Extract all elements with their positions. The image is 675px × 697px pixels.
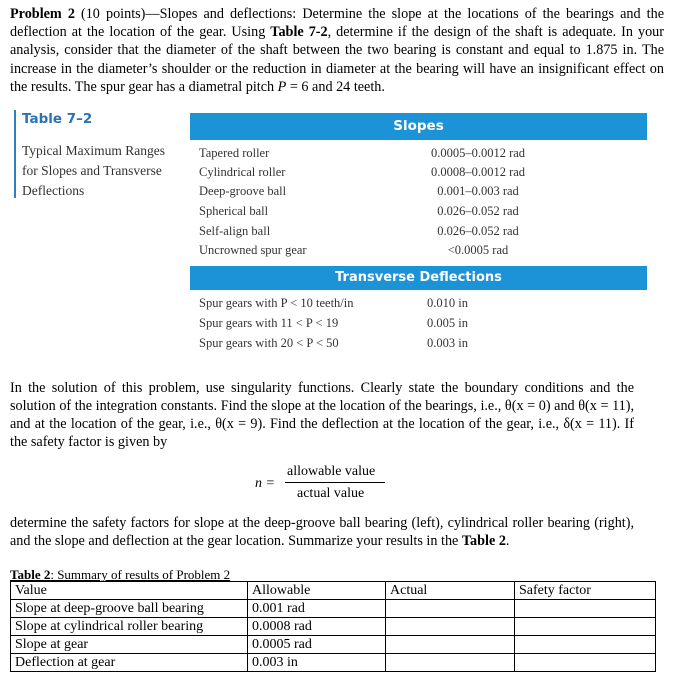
safety-factor-cell[interactable] xyxy=(515,654,656,672)
slope-value: 0.026–0.052 rad xyxy=(437,204,519,218)
slope-item: Cylindrical roller xyxy=(199,165,286,179)
formula-lhs: n = xyxy=(255,476,275,491)
deflection-value: 0.003 in xyxy=(427,336,468,350)
deflection-row xyxy=(199,333,549,353)
deflection-value: 0.005 in xyxy=(427,316,468,330)
problem-text-1: Determine the slope at the locations of the bearings and the deflection at the location of the gear. Using xyxy=(10,6,665,41)
table-row xyxy=(11,636,656,654)
header-cell: Allowable xyxy=(248,582,386,600)
slope-row xyxy=(199,143,549,163)
slope-item: Uncrowned spur gear xyxy=(199,243,307,257)
deflection-item: Spur gears with P < 10 teeth/in xyxy=(199,296,354,310)
summary-end: . xyxy=(505,533,510,549)
header-cell: Actual xyxy=(386,582,515,600)
slope-value: 0.0008–0.0012 rad xyxy=(430,165,526,179)
slope-item: Self-align ball xyxy=(199,224,271,238)
problem-label: Problem 2 xyxy=(10,6,75,22)
slope-item: Deep-groove ball xyxy=(199,184,287,198)
safety-factor-cell[interactable] xyxy=(515,600,656,618)
slope-value: <0.0005 rad xyxy=(447,243,509,257)
table-2-caption-label: Table 2 xyxy=(10,567,51,582)
table-row xyxy=(11,654,656,672)
results-table xyxy=(10,581,656,672)
value-cell: Deflection at gear xyxy=(11,654,248,672)
safety-factor-cell[interactable] xyxy=(515,636,656,654)
table-7-2-caption: Typical Maximum Ranges for Slopes and Transverse Deflections xyxy=(22,143,166,198)
slope-row xyxy=(199,221,549,241)
value-cell: Slope at deep-groove ball bearing xyxy=(11,600,248,618)
deflection-value: 0.010 in xyxy=(427,296,468,310)
allowable-cell: 0.001 rad xyxy=(248,600,386,618)
problem-title: —Slopes and deflections: xyxy=(145,6,303,22)
formula-numerator: allowable value xyxy=(287,464,376,479)
header-cell: Safety factor xyxy=(515,582,656,600)
instructions-paragraph: In the solution of this problem, use singularity functions. Clearly state the boundary conditions and the solution of the integration constants. Find the slope at the location of the bearings, i.e., θ(x = 0) and θ(x = 11), and at the location of the gear, i.e., θ(x = 9). Find the deflection at the location of the gear, i.e., δ(x = 11). If the safety factor is given by xyxy=(10,380,634,450)
safety-factor-cell[interactable] xyxy=(515,618,656,636)
allowable-cell: 0.0008 rad xyxy=(248,618,386,636)
table-row xyxy=(11,600,656,618)
actual-cell[interactable] xyxy=(386,636,515,654)
table-2-reference: Table 2 xyxy=(461,533,506,549)
slopes-header: Slopes xyxy=(190,113,647,140)
transverse-deflections-header: Transverse Deflections xyxy=(190,266,647,290)
deflection-row xyxy=(199,293,549,313)
slope-item: Tapered roller xyxy=(199,146,270,160)
problem-points: (10 points) xyxy=(74,6,146,22)
slope-value: 0.0005–0.0012 rad xyxy=(430,146,526,160)
slope-value: 0.026–0.052 rad xyxy=(437,224,519,238)
problem-text-2: , determine if the design of the shaft is adequate. In your analysis, consider that the diameter of the shaft between the two bearing is constant and equal to 1.875 in. The increase in the diameter’s shoulder or the reduction in diameter at the bearing will have an insignificant effect on the results. The spur gear has a diametral pitch xyxy=(10,24,664,95)
problem-statement xyxy=(10,5,664,96)
summary-instructions xyxy=(10,514,634,550)
formula-denominator: actual value xyxy=(297,486,365,501)
slope-row xyxy=(199,201,549,221)
actual-cell[interactable] xyxy=(386,600,515,618)
deflection-item: Spur gears with 11 < P < 19 xyxy=(199,316,339,330)
table-7-2-reference: Table 7-2 xyxy=(270,24,328,41)
fraction-bar xyxy=(285,482,385,483)
table-7-2-title: Table 7–2 xyxy=(22,111,93,127)
slope-value: 0.001–0.003 rad xyxy=(437,184,519,198)
table-7-2-accent-bar xyxy=(14,110,16,198)
slope-row xyxy=(199,240,549,260)
slope-item: Spherical ball xyxy=(199,204,269,218)
summary-text: determine the safety factors for slope at the deep-groove ball bearing (left), cylindrical roller bearing (right), and the slope and deflection at the gear location. Summarize your results in the xyxy=(10,515,634,549)
deflection-item: Spur gears with 20 < P < 50 xyxy=(199,336,339,350)
header-cell: Value xyxy=(11,582,248,600)
allowable-cell: 0.003 in xyxy=(248,654,386,672)
value-cell: Slope at gear xyxy=(11,636,248,654)
actual-cell[interactable] xyxy=(386,618,515,636)
slope-row xyxy=(199,162,549,182)
actual-cell[interactable] xyxy=(386,654,515,672)
slope-row xyxy=(199,181,549,201)
table-row xyxy=(11,618,656,636)
problem-text-3: = 6 and 24 teeth. xyxy=(286,78,385,95)
value-cell: Slope at cylindrical roller bearing xyxy=(11,618,248,636)
pitch-variable: P xyxy=(277,78,287,95)
deflection-row xyxy=(199,313,549,333)
table-header-row xyxy=(11,582,656,600)
table-2-caption-text: : Summary of results of Problem 2 xyxy=(50,567,231,582)
allowable-cell: 0.0005 rad xyxy=(248,636,386,654)
